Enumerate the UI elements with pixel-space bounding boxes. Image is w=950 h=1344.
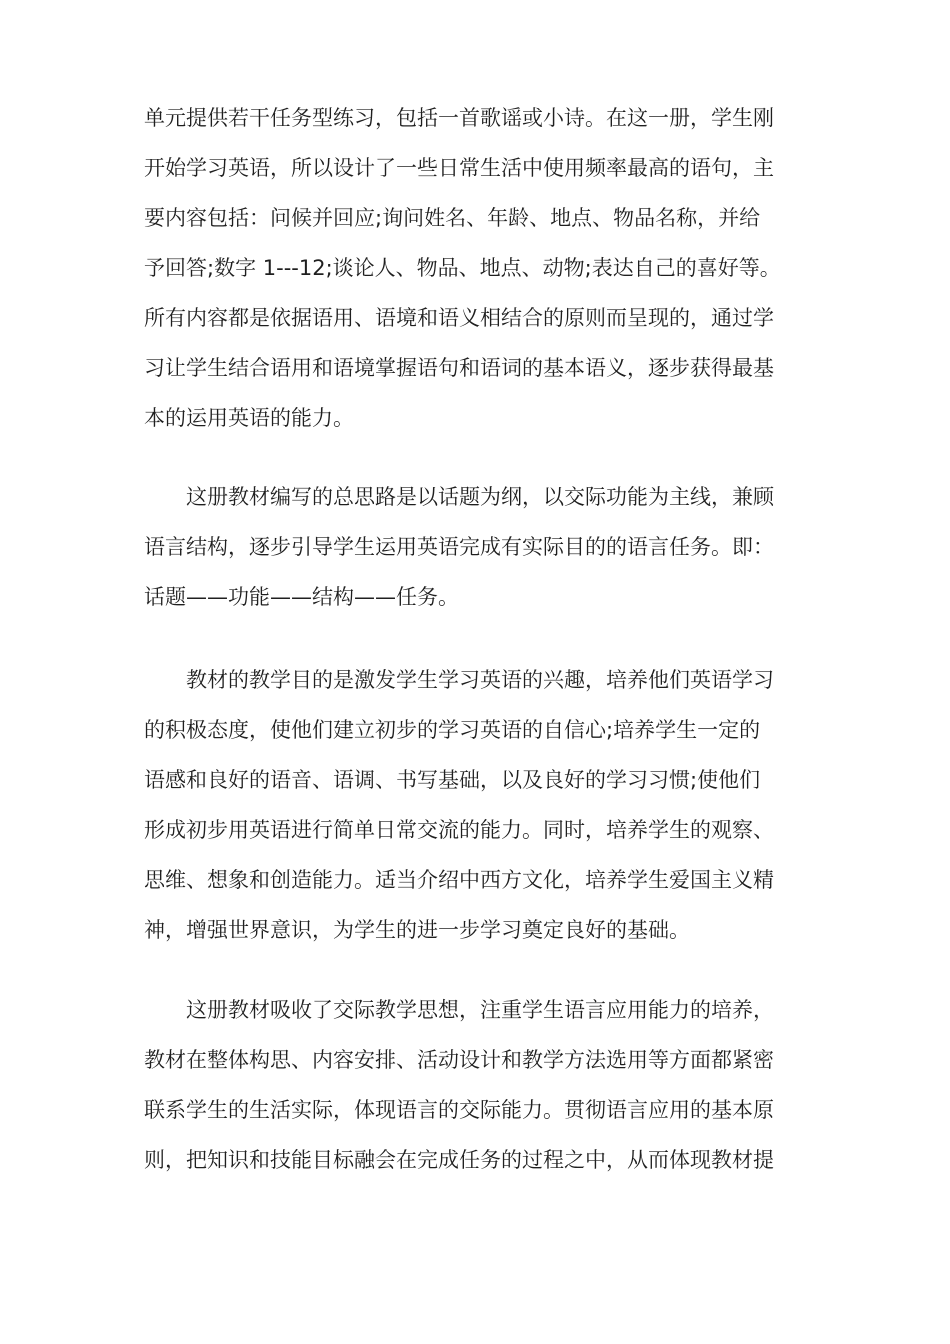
text-line: 形成初步用英语进行简单日常交流的能力。同时，培养学生的观察、 bbox=[144, 818, 774, 842]
text-line: 予回答;数字 1---12;谈论人、物品、地点、动物;表达自己的喜好等。 bbox=[144, 256, 781, 280]
text-line: 神，增强世界意识，为学生的进一步学习奠定良好的基础。 bbox=[144, 918, 690, 942]
text-line: 这册教材吸收了交际教学思想，注重学生语言应用能力的培养， bbox=[144, 998, 774, 1022]
text-line: 要内容包括：问候并回应;询问姓名、年龄、地点、物品名称，并给 bbox=[144, 206, 761, 230]
paragraph bbox=[144, 985, 824, 1185]
paragraph bbox=[144, 472, 824, 622]
text-line: 开始学习英语，所以设计了一些日常生活中使用频率最高的语句，主 bbox=[144, 156, 774, 180]
text-line: 所有内容都是依据语用、语境和语义相结合的原则而呈现的，通过学 bbox=[144, 306, 774, 330]
text-line: 教材在整体构思、内容安排、活动设计和教学方法选用等方面都紧密 bbox=[144, 1048, 774, 1072]
text-line: 思维、想象和创造能力。适当介绍中西方文化，培养学生爱国主义精 bbox=[144, 868, 774, 892]
text-line: 这册教材编写的总思路是以话题为纲，以交际功能为主线，兼顾 bbox=[144, 485, 774, 509]
text-line: 教材的教学目的是激发学生学习英语的兴趣，培养他们英语学习 bbox=[144, 668, 774, 692]
text-line: 则，把知识和技能目标融会在完成任务的过程之中，从而体现教材提 bbox=[144, 1148, 774, 1172]
text-line: 习让学生结合语用和语境掌握语句和语词的基本语义，逐步获得最基 bbox=[144, 356, 774, 380]
text-line: 话题——功能——结构——任务。 bbox=[144, 585, 459, 609]
text-line: 语言结构，逐步引导学生运用英语完成有实际目的的语言任务。即： bbox=[144, 535, 774, 559]
paragraph bbox=[144, 93, 824, 443]
text-line: 语感和良好的语音、语调、书写基础，以及良好的学习习惯;使他们 bbox=[144, 768, 761, 792]
text-line: 的积极态度，使他们建立初步的学习英语的自信心;培养学生一定的 bbox=[144, 718, 761, 742]
text-line: 本的运用英语的能力。 bbox=[144, 406, 354, 430]
text-line: 单元提供若干任务型练习，包括一首歌谣或小诗。在这一册，学生刚 bbox=[144, 106, 774, 130]
text-line: 联系学生的生活实际，体现语言的交际能力。贯彻语言应用的基本原 bbox=[144, 1098, 774, 1122]
paragraph bbox=[144, 655, 824, 955]
